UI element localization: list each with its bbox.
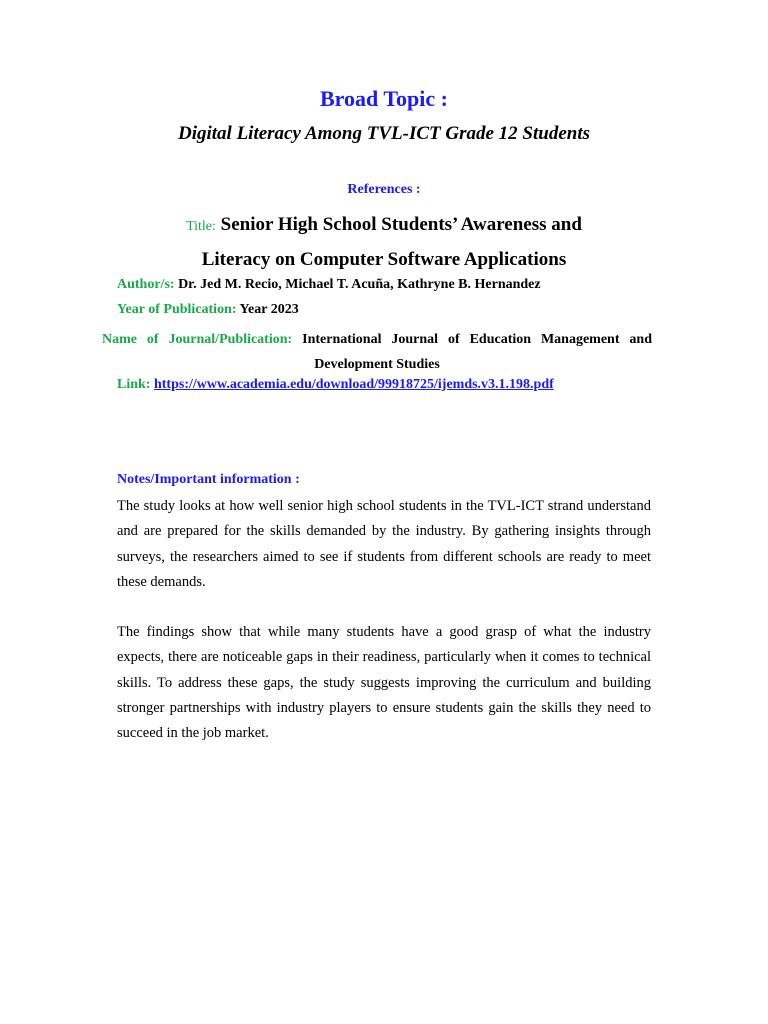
journal-label: Name of Journal/Publication: bbox=[102, 332, 293, 347]
notes-paragraph-1: The study looks at how well senior high school students in the TVL-ICT strand understand and are prepared for the skills demanded by the industry. By gathering insights through surveys, the researchers aimed to see if students from different schools are ready to meet these demands. bbox=[117, 498, 651, 590]
references-heading: References : bbox=[347, 182, 421, 197]
year-line bbox=[117, 302, 299, 318]
year-value: Year 2023 bbox=[239, 302, 299, 317]
link-line bbox=[117, 377, 554, 393]
authors-label: Author/s: bbox=[117, 277, 175, 292]
authors-value: Dr. Jed M. Recio, Michael T. Acuña, Kathryne B. Hernandez bbox=[178, 277, 541, 292]
journal-value: International Journal of Education Management and Development Studies bbox=[302, 332, 653, 372]
authors-line bbox=[117, 277, 541, 293]
journal-line bbox=[102, 327, 652, 377]
year-label: Year of Publication: bbox=[117, 302, 237, 317]
title-line-1: Senior High School Students’ Awareness and bbox=[220, 214, 582, 235]
title-line-2: Literacy on Computer Software Applications bbox=[201, 249, 567, 270]
reference-title-block bbox=[0, 208, 768, 276]
broad-topic-heading: Broad Topic : bbox=[320, 86, 448, 111]
title-label: Title: bbox=[186, 219, 216, 234]
topic-subtitle: Digital Literacy Among TVL-ICT Grade 12 Students bbox=[177, 123, 591, 144]
notes-paragraph-2: The findings show that while many students have a good grasp of what the industry expects, there are noticeable gaps in their readiness, particularly when it comes to technical skills. To address these gaps, the study suggests improving the curriculum and building stronger partnerships with industry players to ensure students gain the skills they need to succeed in the job market. bbox=[117, 624, 651, 742]
notes-heading: Notes/Important information : bbox=[117, 472, 300, 487]
link-label: Link: bbox=[117, 377, 151, 392]
reference-link[interactable]: https://www.academia.edu/download/99918725/ijemds.v3.1.198.pdf bbox=[153, 377, 554, 392]
